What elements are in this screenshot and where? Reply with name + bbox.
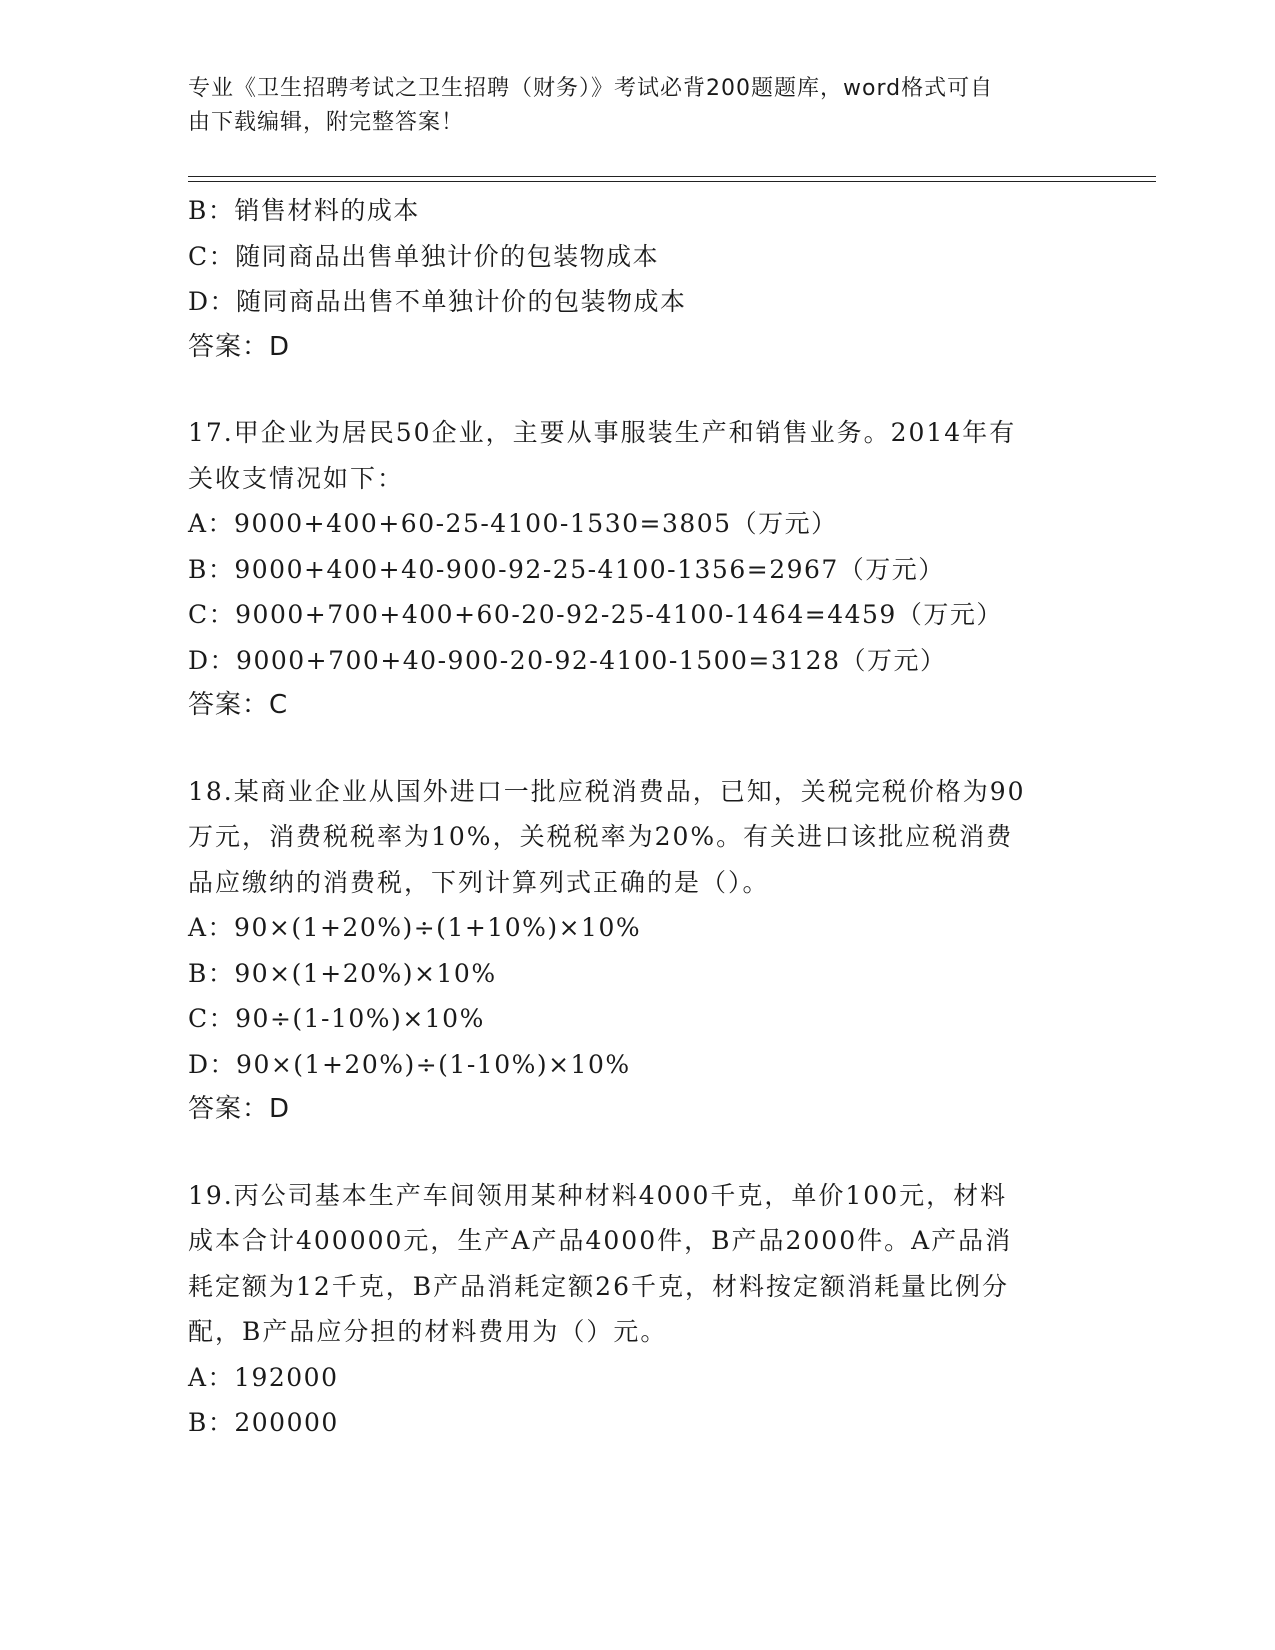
option-d: D：90×(1+20%)÷(1-10%)×10% [188,1049,631,1079]
option-b: B：90×(1+20%)×10% [188,958,497,988]
option-c: C：90÷(1-10%)×10% [188,1004,485,1033]
stem-line: 19.丙公司基本生产车间领用某种材料4000千克，单价100元，材料 [188,1180,1008,1210]
option-d: D：随同商品出售不单独计价的包装物成本 [188,287,687,316]
question-16-continuation [188,188,1088,370]
stem-line: 万元，消费税税率为10%，关税税率为20%。有关进口该批应税消费 [188,822,1014,851]
stem-line: 耗定额为12千克，B产品消耗定额26千克，材料按定额消耗量比例分 [188,1271,1009,1301]
question-stem [188,769,1088,906]
option-d: D：9000+700+40-900-20-92-4100-1500=3128（万元） [188,645,947,675]
stem-line: 18.某商业企业从国外进口一批应税消费品，已知，关税完税价格为90 [188,776,1026,806]
header-line-2: 由下载编辑，附完整答案！ [188,110,465,135]
header-line-1: 专业《卫生招聘考试之卫生招聘（财务）》考试必背200题题库，word格式可自 [188,76,994,101]
stem-line: 成本合计400000元，生产A产品4000件，B产品2000件。A产品消 [188,1226,1013,1255]
option-b: B：200000 [188,1408,339,1437]
option-a: A：90×(1+20%)÷(1+10%)×10% [188,913,642,942]
stem-line: 关收支情况如下： [188,463,405,493]
option-a: A：192000 [188,1362,339,1392]
document-body [188,188,1088,1446]
question-19 [188,1173,1088,1446]
stem-line: 品应缴纳的消费税，下列计算列式正确的是（）。 [188,867,770,897]
answer-line: 答案：C [188,690,289,720]
answer-line: 答案：D [188,331,291,362]
question-stem [188,1173,1088,1355]
option-b: B：9000+400+40-900-92-25-4100-1356=2967（万元） [188,554,945,584]
stem-line: 配，B产品应分担的材料费用为（）元。 [188,1317,668,1346]
question-stem [188,410,1088,501]
document-header [188,72,1068,140]
option-b: B：销售材料的成本 [188,196,420,225]
option-c: C：随同商品出售单独计价的包装物成本 [188,241,660,271]
option-a: A：9000+400+60-25-4100-1530=3805（万元） [188,509,838,538]
answer-line: 答案：D [188,1094,291,1124]
question-17 [188,410,1088,729]
option-c: C：9000+700+400+60-20-92-25-4100-1464=4459（万元） [188,600,1003,629]
header-divider-top [188,176,1156,177]
stem-line: 17.甲企业为居民50企业，主要从事服装生产和销售业务。2014年有 [188,418,1017,447]
question-18 [188,769,1088,1133]
header-divider-bottom [188,181,1156,182]
